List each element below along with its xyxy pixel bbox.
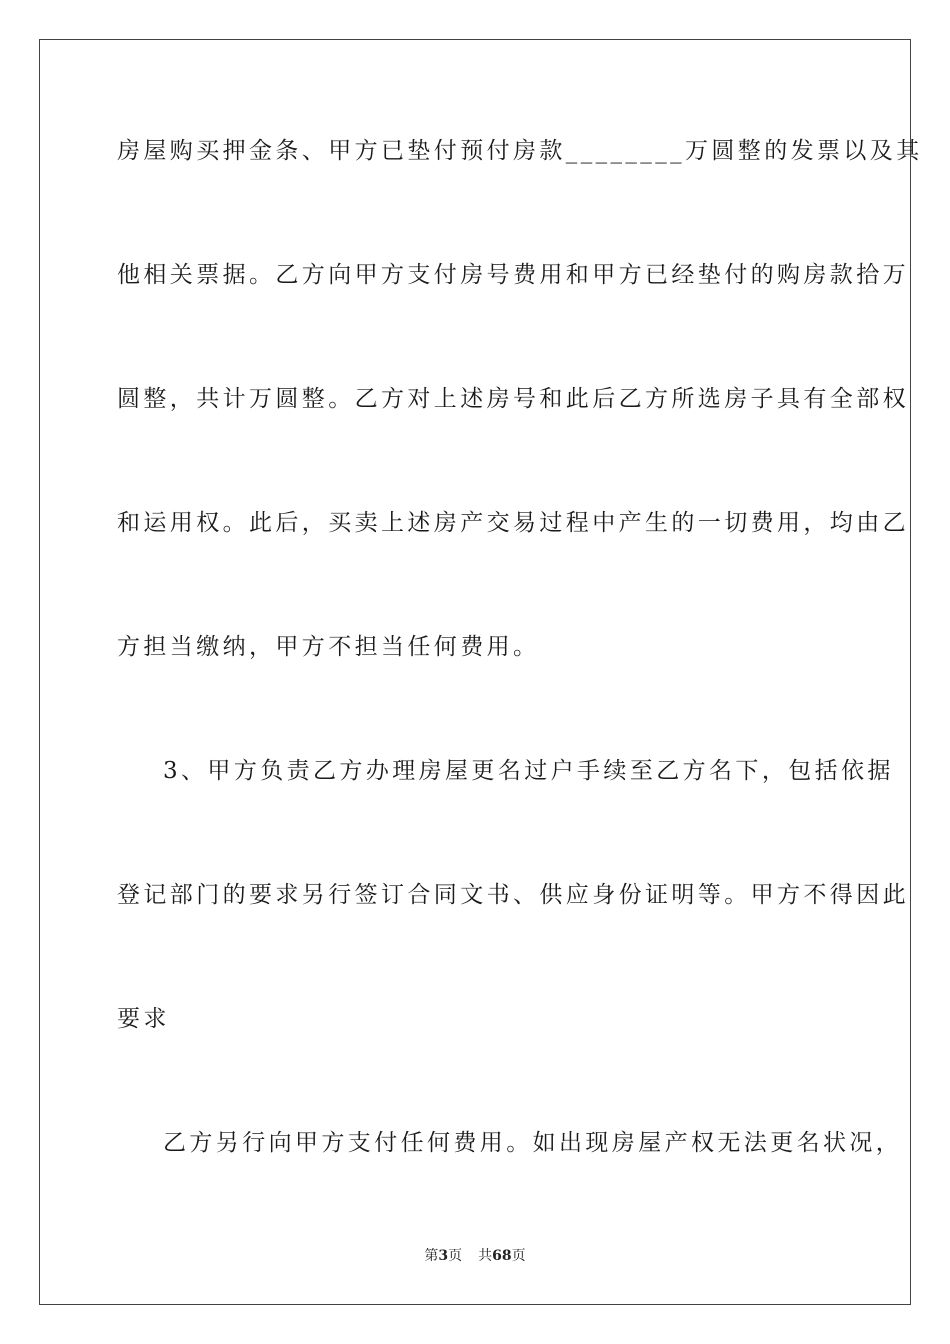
- clause-3-line-2: 登记部门的要求另行签订合同文书、供应身份证明等。甲方不得因此: [117, 882, 909, 908]
- body-text-line-3: 圆整，共计万圆整。乙方对上述房号和此后乙方所选房子具有全部权: [117, 386, 909, 412]
- total-label-prefix: 共: [478, 1248, 493, 1264]
- page-number: 3: [438, 1248, 449, 1264]
- page-border: [39, 39, 923, 1305]
- page-label-prefix: 第: [424, 1248, 439, 1264]
- paragraph-line: 乙方另行向甲方支付任何费用。如出现房屋产权无法更名状况，: [163, 1130, 903, 1156]
- body-text-line-2: 他相关票据。乙方向甲方支付房号费用和甲方已经垫付的购房款拾万: [117, 262, 909, 288]
- body-text-line-5: 方担当缴纳，甲方不担当任何费用。: [117, 634, 540, 660]
- total-label-suffix: 页: [511, 1248, 526, 1264]
- body-text-line-4: 和运用权。此后，买卖上述房产交易过程中产生的一切费用，均由乙: [117, 510, 909, 536]
- body-text-line-1: 房屋购买押金条、甲方已垫付预付房款________万圆整的发票以及其: [117, 138, 923, 164]
- clause-3-line-1: 3、甲方负责乙方办理房屋更名过户手续至乙方名下，包括依据: [163, 758, 894, 784]
- total-pages: 68: [492, 1248, 512, 1264]
- clause-3-line-3: 要求: [117, 1006, 170, 1032]
- page-label-suffix: 页: [448, 1248, 463, 1264]
- page-footer: [0, 1247, 950, 1265]
